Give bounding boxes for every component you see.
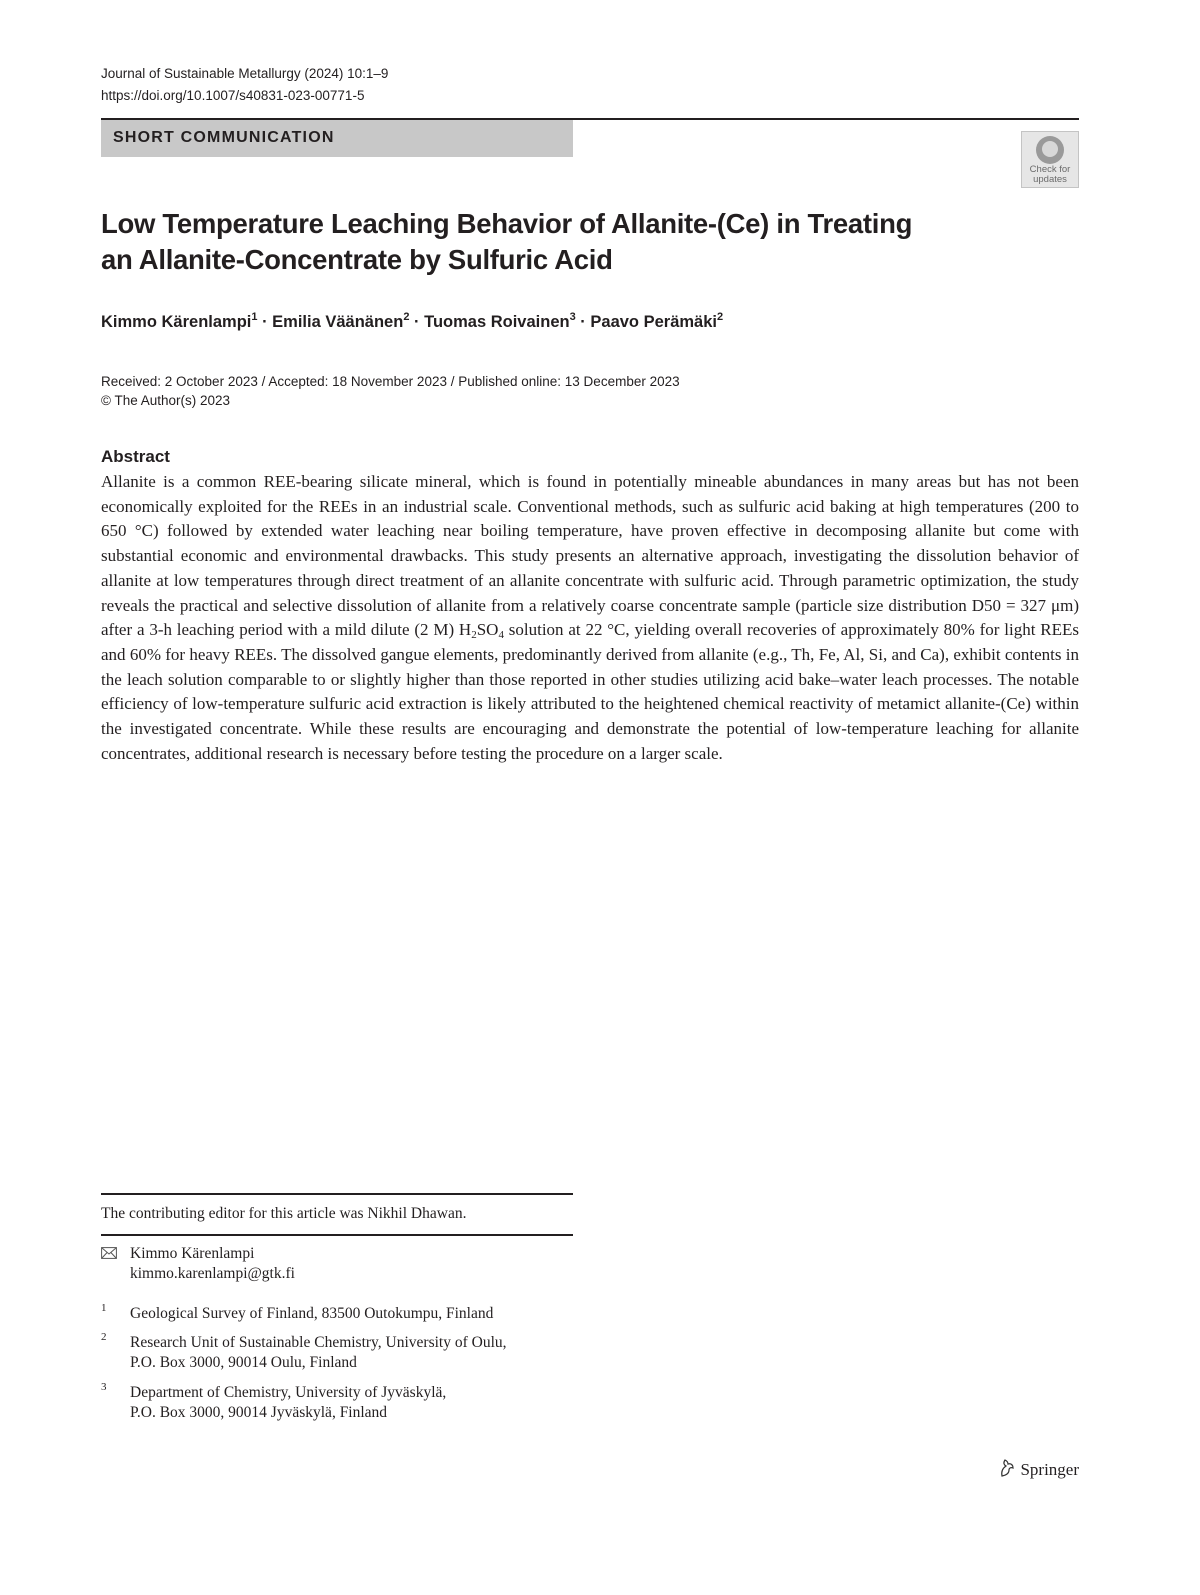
section-type-bar	[101, 120, 573, 157]
article-title	[101, 206, 1001, 278]
affiliation-line: Geological Survey of Finland, 83500 Outokumpu, Finland	[130, 1305, 494, 1322]
formula-subscript: 2	[471, 629, 477, 642]
affiliation-line: P.O. Box 3000, 90014 Oulu, Finland	[130, 1354, 357, 1371]
title-line-2: an Allanite-Concentrate by Sulfuric Acid	[101, 244, 613, 275]
author-affiliation: 2	[403, 311, 410, 323]
editor-note: The contributing editor for this article was Nikhil Dhawan.	[101, 1205, 467, 1222]
publisher-name: Springer	[1020, 1460, 1079, 1479]
author-separator: ·	[575, 313, 591, 331]
author-affiliation: 1	[251, 311, 258, 323]
check-badge-circle	[1036, 136, 1064, 164]
publication-dates	[101, 372, 680, 410]
envelope-icon	[101, 1246, 119, 1260]
section-type-label: SHORT COMMUNICATION	[113, 129, 335, 146]
author-separator: ·	[409, 313, 425, 331]
author-separator: ·	[257, 313, 273, 331]
author-name[interactable]: Emilia Väänänen	[272, 313, 404, 331]
check-badge-text: Check for updates	[1029, 164, 1071, 185]
author-affiliation: 2	[716, 311, 724, 323]
author-name[interactable]: Tuomas Roivainen	[424, 313, 570, 331]
corresponding-author	[130, 1244, 295, 1284]
affiliation-text	[130, 1383, 446, 1423]
author-affiliation: 3	[569, 311, 576, 323]
doi-link[interactable]: https://doi.org/10.1007/s40831-023-00771-5	[101, 88, 365, 103]
title-line-1: Low Temperature Leaching Behavior of Allanite-(Ce) in Treating	[101, 208, 913, 239]
affiliation-line: Department of Chemistry, University of Jyväskylä,	[130, 1384, 447, 1401]
author-name[interactable]: Paavo Perämäki	[590, 313, 717, 331]
abstract-heading: Abstract	[101, 447, 170, 466]
abstract-part-1: Allanite is a common REE-bearing silicate mineral, which is found in potentially mineable abundances in many areas but has not been economically exploited for the REEs in an industrial scale. Conventional methods, such as sulfuric acid baking at high temperatures (200 to 650 °C) followed by extended water leaching near boiling temperature, have proven effective in decomposing allanite but come with substantial economic and environmental drawbacks. This study presents an alternative approach, investigating the dissolution behavior of allanite at low temperatures through direct treatment of an allanite concentrate with sulfuric acid. Through parametric optimization, the study reveals the practical and selective dissolution of allanite from a relatively coarse concentrate sample (particle size distribution D50 = 327 μm) after a 3-h leaching period with a mild dilute (2 M) H	[101, 472, 1079, 640]
corresponding-name: Kimmo Kärenlampi	[130, 1245, 255, 1262]
journal-citation: Journal of Sustainable Metallurgy (2024) 10:1–9	[101, 66, 389, 81]
history-dates: Received: 2 October 2023 / Accepted: 18 November 2023 / Published online: 13 December 2023	[101, 374, 680, 389]
springer-horse-icon	[998, 1458, 1016, 1483]
publisher-logo[interactable]	[998, 1458, 1079, 1483]
footnote-rule-top	[101, 1193, 573, 1195]
author-list	[101, 311, 723, 333]
abstract-part-2: solution at 22 °C, yielding overall recoveries of approximately 80% for light REEs and 60% for heavy REEs. The dissolved gangue elements, predominantly derived from allanite (e.g., Th, Fe, Al, Si, and Ca), exhibit contents in the leach solution comparable to or slightly higher than those reported in other studies utilizing acid bake–water leach processes. The notable efficiency of low-temperature sulfuric acid extraction is likely attributed to the heightened chemical reactivity of metamict allanite-(Ce) within the investigated concentrate. While these results are encouraging and demonstrate the potential of low-temperature leaching for allanite concentrates, additional research is necessary before testing the procedure on a larger scale.	[101, 620, 1079, 763]
author-name[interactable]: Kimmo Kärenlampi	[101, 313, 252, 331]
affiliation-line: Research Unit of Sustainable Chemistry, University of Oulu,	[130, 1334, 507, 1351]
affiliation-text	[130, 1304, 493, 1324]
affiliation-number: 3	[101, 1381, 107, 1393]
affiliation-number: 2	[101, 1331, 107, 1343]
copyright-line: © The Author(s) 2023	[101, 393, 231, 408]
affiliation-number: 1	[101, 1302, 107, 1314]
affiliation-line: P.O. Box 3000, 90014 Jyväskylä, Finland	[130, 1404, 388, 1421]
check-for-updates-icon[interactable]	[1021, 131, 1079, 188]
formula-subscript: 4	[498, 629, 504, 642]
formula-mid: SO	[476, 620, 499, 640]
affiliation-text	[130, 1333, 507, 1373]
abstract-text	[101, 470, 1079, 766]
footnote-rule-bottom	[101, 1234, 573, 1236]
corresponding-email[interactable]: kimmo.karenlampi@gtk.fi	[130, 1265, 295, 1282]
